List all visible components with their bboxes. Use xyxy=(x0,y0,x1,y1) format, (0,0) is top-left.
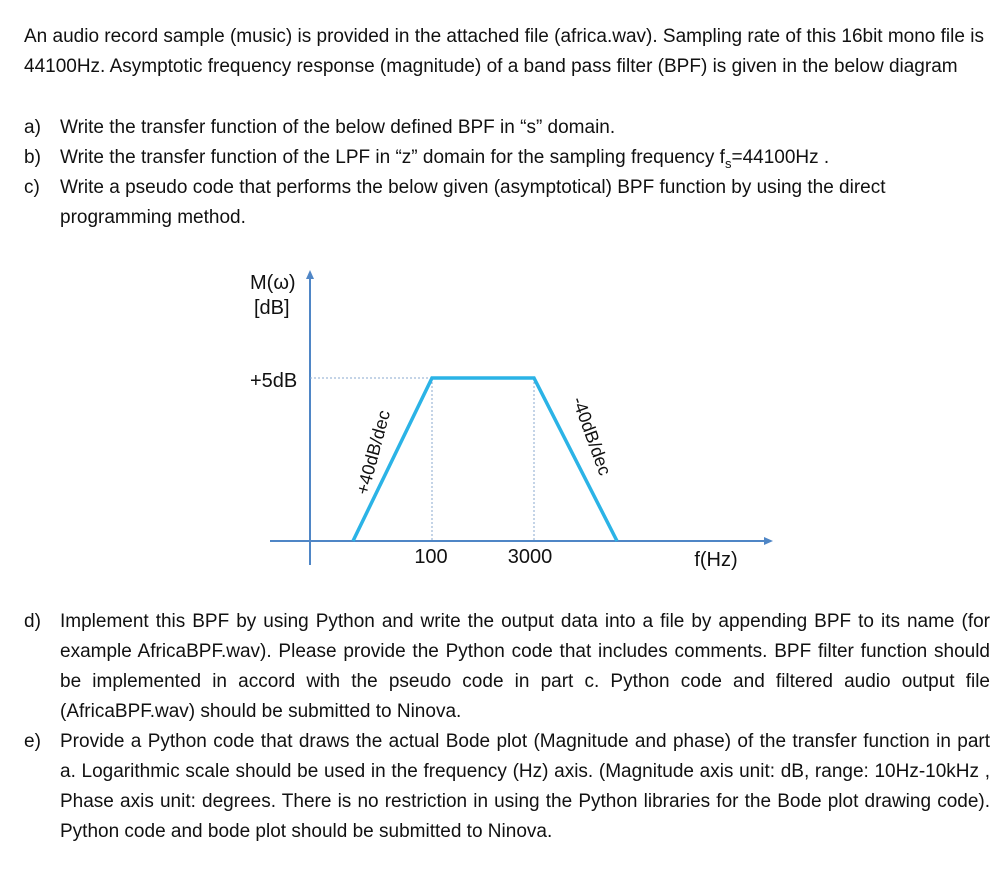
x-axis-label: f(Hz) xyxy=(694,549,738,571)
rising-slope-label: +40dB/dec xyxy=(352,408,395,497)
y-axis-label: M(ω) xyxy=(250,272,296,294)
y-axis-unit: [dB] xyxy=(254,297,290,319)
part-a-label: a) xyxy=(24,117,41,138)
part-e-text: Provide a Python code that draws the actual Bode plot (Magnitude and phase) of the transfer function in part a. Logarithmic scale should be used in the frequency (Hz) axis. (Magnitude axis unit: dB, range: 10Hz-10kHz , Phase axis unit: degrees. There is no restriction in using the Python libraries for the Bode plot drawing code). Python code and bode plot should be submitted to Ninova. xyxy=(60,731,990,842)
part-b-text-after: =44100Hz . xyxy=(731,147,830,168)
x-tick-3000: 3000 xyxy=(507,546,553,568)
part-e-label: e) xyxy=(24,731,41,752)
falling-slope-label: -40dB/dec xyxy=(568,393,616,478)
part-e xyxy=(24,727,990,847)
part-a-text: Write the transfer function of the below defined BPF in “s” domain. xyxy=(60,117,616,138)
part-d xyxy=(24,607,990,727)
y-axis-arrowhead xyxy=(306,270,314,279)
part-b-label: b) xyxy=(24,147,41,168)
x-tick-100: 100 xyxy=(414,546,448,568)
part-d-text: Implement this BPF by using Python and write the output data into a file by appending BPF to its name (for example AfricaBPF.wav). Please provide the Python code that includes comments. BPF filter function should be implemented in accord with the pseudo code in part c. Python code and filtered audio output file (AfricaBPF.wav) should be submitted to Ninova. xyxy=(60,611,990,722)
part-c-text: Write a pseudo code that performs the below given (asymptotical) BPF function by using the direct programming method. xyxy=(60,177,886,228)
part-b-subscript: s xyxy=(724,155,732,171)
part-d-label: d) xyxy=(24,611,41,632)
part-b-text-before: Write the transfer function of the LPF in “z” domain for the sampling frequency f xyxy=(60,147,725,168)
gain-label: +5dB xyxy=(250,370,298,392)
part-c-label: c) xyxy=(24,177,40,198)
x-axis-arrowhead xyxy=(764,537,773,545)
parts-d-to-e xyxy=(24,607,990,847)
problem-intro: An audio record sample (music) is provided in the attached file (africa.wav). Sampling rate of this 16bit mono file is 44100Hz. Asymptotic frequency response (magnitude) of a band pass filter (BPF) is given in the below diagram xyxy=(24,26,984,77)
